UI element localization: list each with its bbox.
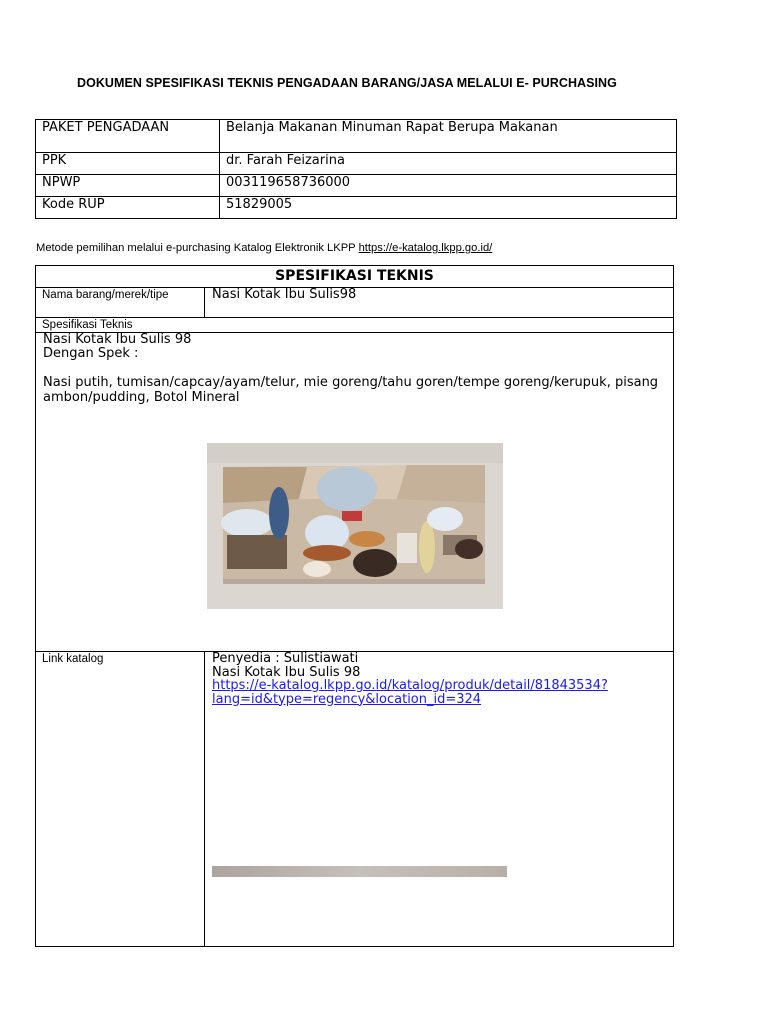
katalog-link-line1: https://e-katalog.lkpp.go.id/katalog/produk/detail/81843534? <box>212 678 608 693</box>
nama-label: Nama barang/merek/tipe <box>36 288 205 318</box>
spec-link-row <box>36 652 674 947</box>
food-box-photo <box>207 443 503 609</box>
info-key: NPWP <box>36 175 220 197</box>
metode-line <box>36 242 492 254</box>
info-table <box>35 119 677 219</box>
link-cell <box>205 652 674 947</box>
nama-value: Nasi Kotak Ibu Sulis98 <box>205 288 674 318</box>
info-value: dr. Farah Feizarina <box>220 153 677 175</box>
ekatalog-link[interactable]: https://e-katalog.lkpp.go.id/ <box>358 242 493 254</box>
document-title: DOKUMEN SPESIFIKASI TEKNIS PENGADAAN BARANG/JASA MELALUI E- PURCHASING <box>77 76 617 90</box>
spek-description: Nasi putih, tumisan/capcay/ayam/telur, mie goreng/tahu goren/tempe goreng/kerupuk, pisang ambon/pudding, Botol Mineral <box>43 375 659 405</box>
info-key: PAKET PENGADAAN <box>36 120 220 153</box>
metode-text: Metode pemilihan melalui e-purchasing Katalog Elektronik LKPP <box>36 242 359 254</box>
katalog-link-line2: lang=id&type=regency&location_id=324 <box>212 691 482 707</box>
link-label: Link katalog <box>36 652 205 947</box>
info-row-npwp <box>36 175 677 197</box>
info-value: 51829005 <box>220 197 677 219</box>
spek-line1: Nasi Kotak Ibu Sulis 98 <box>43 332 192 347</box>
info-row-ppk <box>36 153 677 175</box>
info-value: Belanja Makanan Minuman Rapat Berupa Makanan <box>220 120 677 153</box>
info-key: Kode RUP <box>36 197 220 219</box>
spec-heading: SPESIFIKASI TEKNIS <box>36 266 674 288</box>
spec-nama-row <box>36 288 674 318</box>
spec-table <box>35 265 674 947</box>
info-row-paket <box>36 120 677 153</box>
penyedia-text: Penyedia : Sulistiawati <box>212 651 359 666</box>
spek-line2: Dengan Spek : <box>43 346 139 361</box>
produk-text: Nasi Kotak Ibu Sulis 98 <box>212 664 361 680</box>
spec-label-row <box>36 318 674 333</box>
spek-label: Spesifikasi Teknis <box>36 318 674 333</box>
spec-heading-row <box>36 266 674 288</box>
image-strip <box>212 866 507 877</box>
spec-body-row <box>36 333 674 652</box>
spec-body <box>36 333 674 652</box>
info-row-kode-rup <box>36 197 677 219</box>
info-key: PPK <box>36 153 220 175</box>
info-value: 003119658736000 <box>220 175 677 197</box>
katalog-product-link[interactable] <box>212 679 673 706</box>
